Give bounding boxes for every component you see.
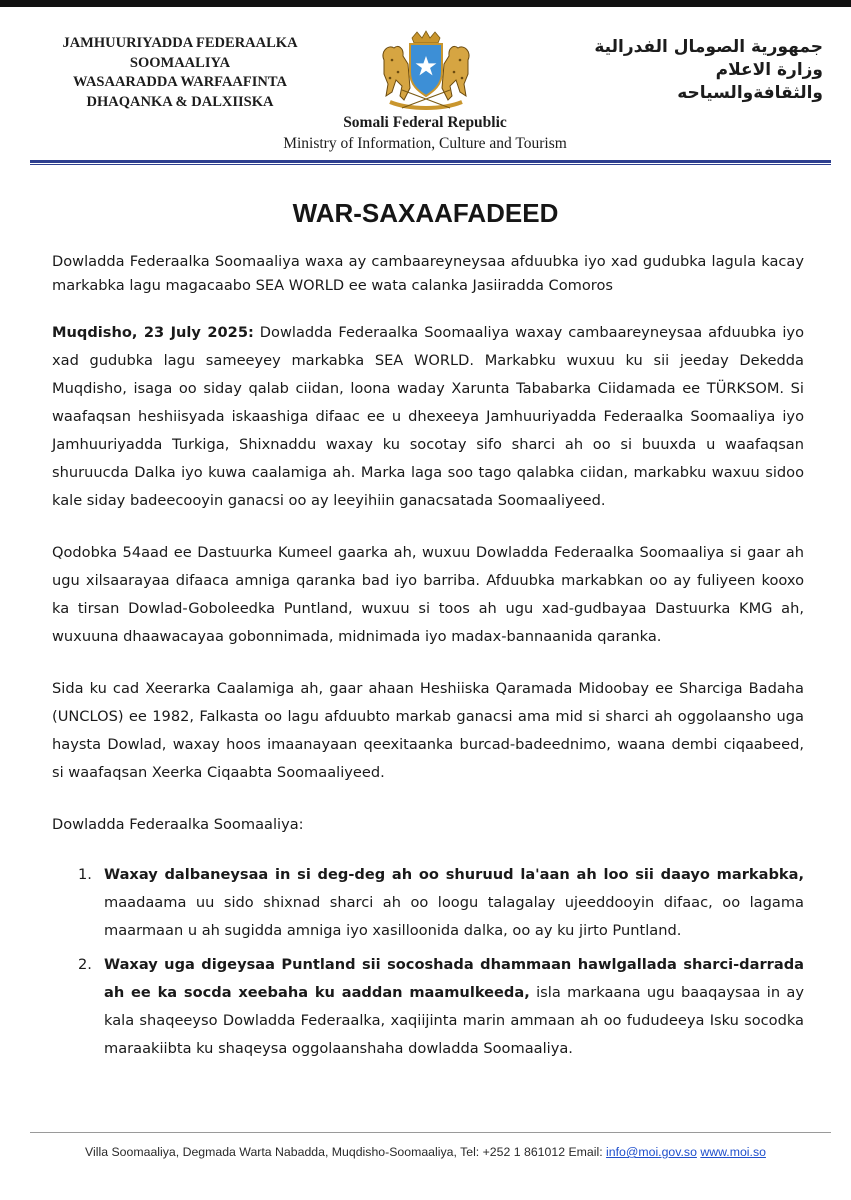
ministry-name: Ministry of Information, Culture and Tourism <box>283 135 567 152</box>
document-title: WAR-SAXAAFADEED <box>292 198 559 228</box>
dateline: Muqdisho, 23 July 2025: <box>52 324 254 341</box>
list-item-lead: Waxay dalbaneysaa in si deg-deg ah oo shuruud la'aan ah loo sii daayo markabka, <box>104 866 804 883</box>
top-border <box>0 0 851 7</box>
header-right-line: وزارة الاعلام <box>715 60 823 80</box>
paragraph-2: Qodobka 54aad ee Dastuurka Kumeel gaarka ah, wuxuu Dowladda Federaalka Soomaaliya si gaar ah ugu xilsaarayaa difaaca amniga qaranka bad iyo barriba. Afduubka markabkan oo ay fuliyeen kooxo ka tirsan Dowlad-Goboleedka Puntland, wuxuu si toos ah ugu xad-gudbayaa Dastuurka KMG ah, wuxuuna dhaawacayaa gobonnimada, midnimada iyo madax-bannaanida qaranka. <box>52 544 804 645</box>
paragraph-3: Sida ku cad Xeerarka Caalamiga ah, gaar ahaan Heshiiska Qaramada Midoobay ee Sharciga Badaha (UNCLOS) ee 1982, Falkasta oo lagu afduubto markab ganacsi ama mid si sharci ah oggolaansho uga haysta Dowlad, waxay hoos imaanayaan qeexitaanka burcad-badeednimo, waana dembi ciqaabeed, si waafaqsan Xeerka Ciqaabta Soomaaliyeed. <box>52 680 804 781</box>
website-link[interactable]: www.moi.so <box>700 1145 766 1159</box>
list-item-number: 1. <box>78 866 92 883</box>
paragraph-1 <box>52 319 804 515</box>
list-item-lead: Waxay uga digeysaa Puntland sii socoshada dhammaan hawlgallada sharci-darrada ah ee ka socda xeebaha ku aaddan maamulkeeda, <box>104 956 804 1001</box>
list-item <box>52 951 804 1063</box>
header-divider-thin <box>30 164 831 165</box>
footer-divider <box>30 1132 831 1133</box>
document-body <box>52 250 804 1069</box>
paragraph-4: Dowladda Federaalka Soomaaliya: <box>52 816 304 833</box>
header-right-line: والثقافةوالسياحه <box>677 83 823 103</box>
email-link[interactable]: info@moi.gov.so <box>606 1145 697 1159</box>
header-left-line: JAMHUURIYADDA FEDERAALKA <box>62 35 298 51</box>
header-divider <box>30 160 831 163</box>
header-left-line: DHAQANKA & DALXIISKA <box>86 93 274 110</box>
coat-of-arms-emblem <box>370 30 482 114</box>
header-arabic-title <box>553 36 823 105</box>
document-subtitle: Dowladda Federaalka Soomaaliya waxa ay cambaareyneysaa afduubka iyo xad gudubka lagula kacay markabka lagu magacaabo SEA WORLD ee wata calanka Jasiiradda Comoros <box>52 253 804 294</box>
list-item <box>52 861 804 945</box>
republic-name: Somali Federal Republic <box>343 114 507 131</box>
footer <box>0 1145 851 1159</box>
header-left-line: WASAARADDA WARFAAFINTA <box>73 74 287 90</box>
header-right-line: جمهورية الصومال الفدرالية <box>594 37 823 57</box>
header-left-line: SOOMAALIYA <box>129 54 231 71</box>
list-item-text: maadaama uu sido shixnad sharci ah oo loogu talagalay ujeeddooyin difaac, oo lagama maarmaan u ah sugidda amniga iyo xasilloonida dalka, oo ay ku jirto Puntland. <box>104 894 804 939</box>
list-item-text: isla markaana ugu baaqaysaa in ay kala shaqeeyso Dowladda Federaalka, xaqiijinta marin ammaan ah oo fududeeya Isku socodka maraakiibta ku shaqeysa oggolaanshaha dowladda Soomaaliya. <box>104 984 804 1057</box>
demands-list <box>52 861 804 1063</box>
header-english-title <box>210 113 640 155</box>
header-somali-title <box>30 34 330 112</box>
footer-address: Villa Soomaaliya, Degmada Warta Nabadda, Muqdisho-Soomaaliya, Tel: +252 1 861012 Email: <box>85 1145 603 1159</box>
paragraph-1-text: Dowladda Federaalka Soomaaliya waxay cambaareyneysaa afduubka iyo xad gudubka lagu sameeyey markabka SEA WORLD. Markabku wuxuu ku sii jeeday Dekedda Muqdisho, isaga oo siday qalab ciidan, loona waday Xarunta Tababarka Ciidamada ee TÜRKSOM. Si waafaqsan heshiisyada iskaashiga difaac ee u dhexeeya Jamhuuriyadda Federaalka Soomaaliya iyo Jamhuuriyadda Turkiga, Shixnaddu waxay ku socotay sifo sharci ah oo si buuxda u waafaqsan shuruucda Dalka iyo kuwa caalamiga ah. Marka laga soo tago qalabka ciidan, markabku waxuu sidoo kale siday badeecooyin ganacsi oo ay leeyihiin ganacsatada Soomaaliyeed. <box>52 324 805 509</box>
list-item-number: 2. <box>78 956 92 973</box>
